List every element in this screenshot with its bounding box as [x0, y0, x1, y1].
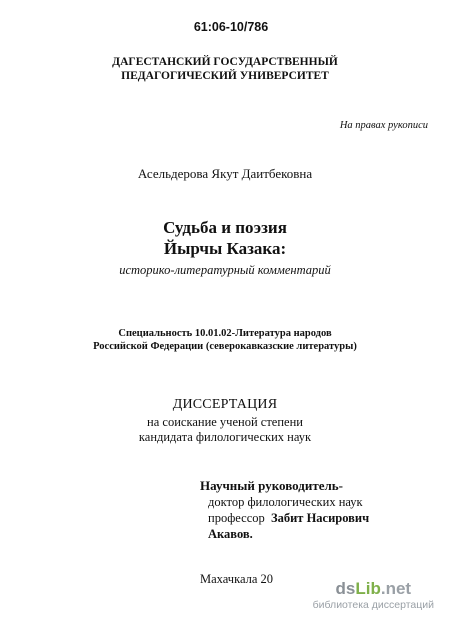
watermark-subtitle: библиотека диссертаций — [312, 599, 434, 611]
specialty-line-2: Российской Федерации (северокавказские литературы) — [93, 341, 357, 352]
dissertation-heading: ДИССЕРТАЦИЯ — [172, 397, 278, 412]
watermark-logo: dsLib.net — [335, 579, 412, 598]
supervisor-title: профессор — [208, 511, 265, 525]
catalog-code: 61:06-10/786 — [193, 20, 269, 34]
dissertation-line-2: кандидата филологических наук — [138, 430, 312, 444]
institution-line-2: ПЕДАГОГИЧЕСКИЙ УНИВЕРСИТЕТ — [121, 70, 329, 82]
supervisor-name-last: Акавов. — [208, 527, 253, 541]
dissertation-details — [0, 415, 450, 445]
rights-note: На правах рукописи — [339, 120, 428, 131]
supervisor-name-first: Забит Насирович — [271, 511, 370, 525]
title-line-1: Судьба и поэзия — [163, 218, 287, 237]
specialty-line-1: Специальность 10.01.02-Литература народов — [118, 328, 332, 339]
author-name: Асельдерова Якут Даитбековна — [137, 166, 313, 181]
specialty — [0, 327, 450, 353]
supervisor-title-line — [208, 511, 369, 526]
title-line-2: Йырчы Казака: — [163, 239, 287, 258]
institution-line-1: ДАГЕСТАНСКИЙ ГОСУДАРСТВЕННЫЙ — [112, 56, 338, 68]
city-year: Махачкала 20 — [200, 572, 274, 586]
title-subtitle: историко-литературный комментарий — [119, 263, 331, 277]
dslib-watermark — [313, 580, 434, 612]
supervisor-heading: Научный руководитель- — [200, 478, 343, 493]
institution-name — [0, 55, 450, 83]
supervisor-degree: доктор филологических наук — [208, 495, 363, 509]
dissertation-line-1: на соискание ученой степени — [147, 415, 303, 429]
